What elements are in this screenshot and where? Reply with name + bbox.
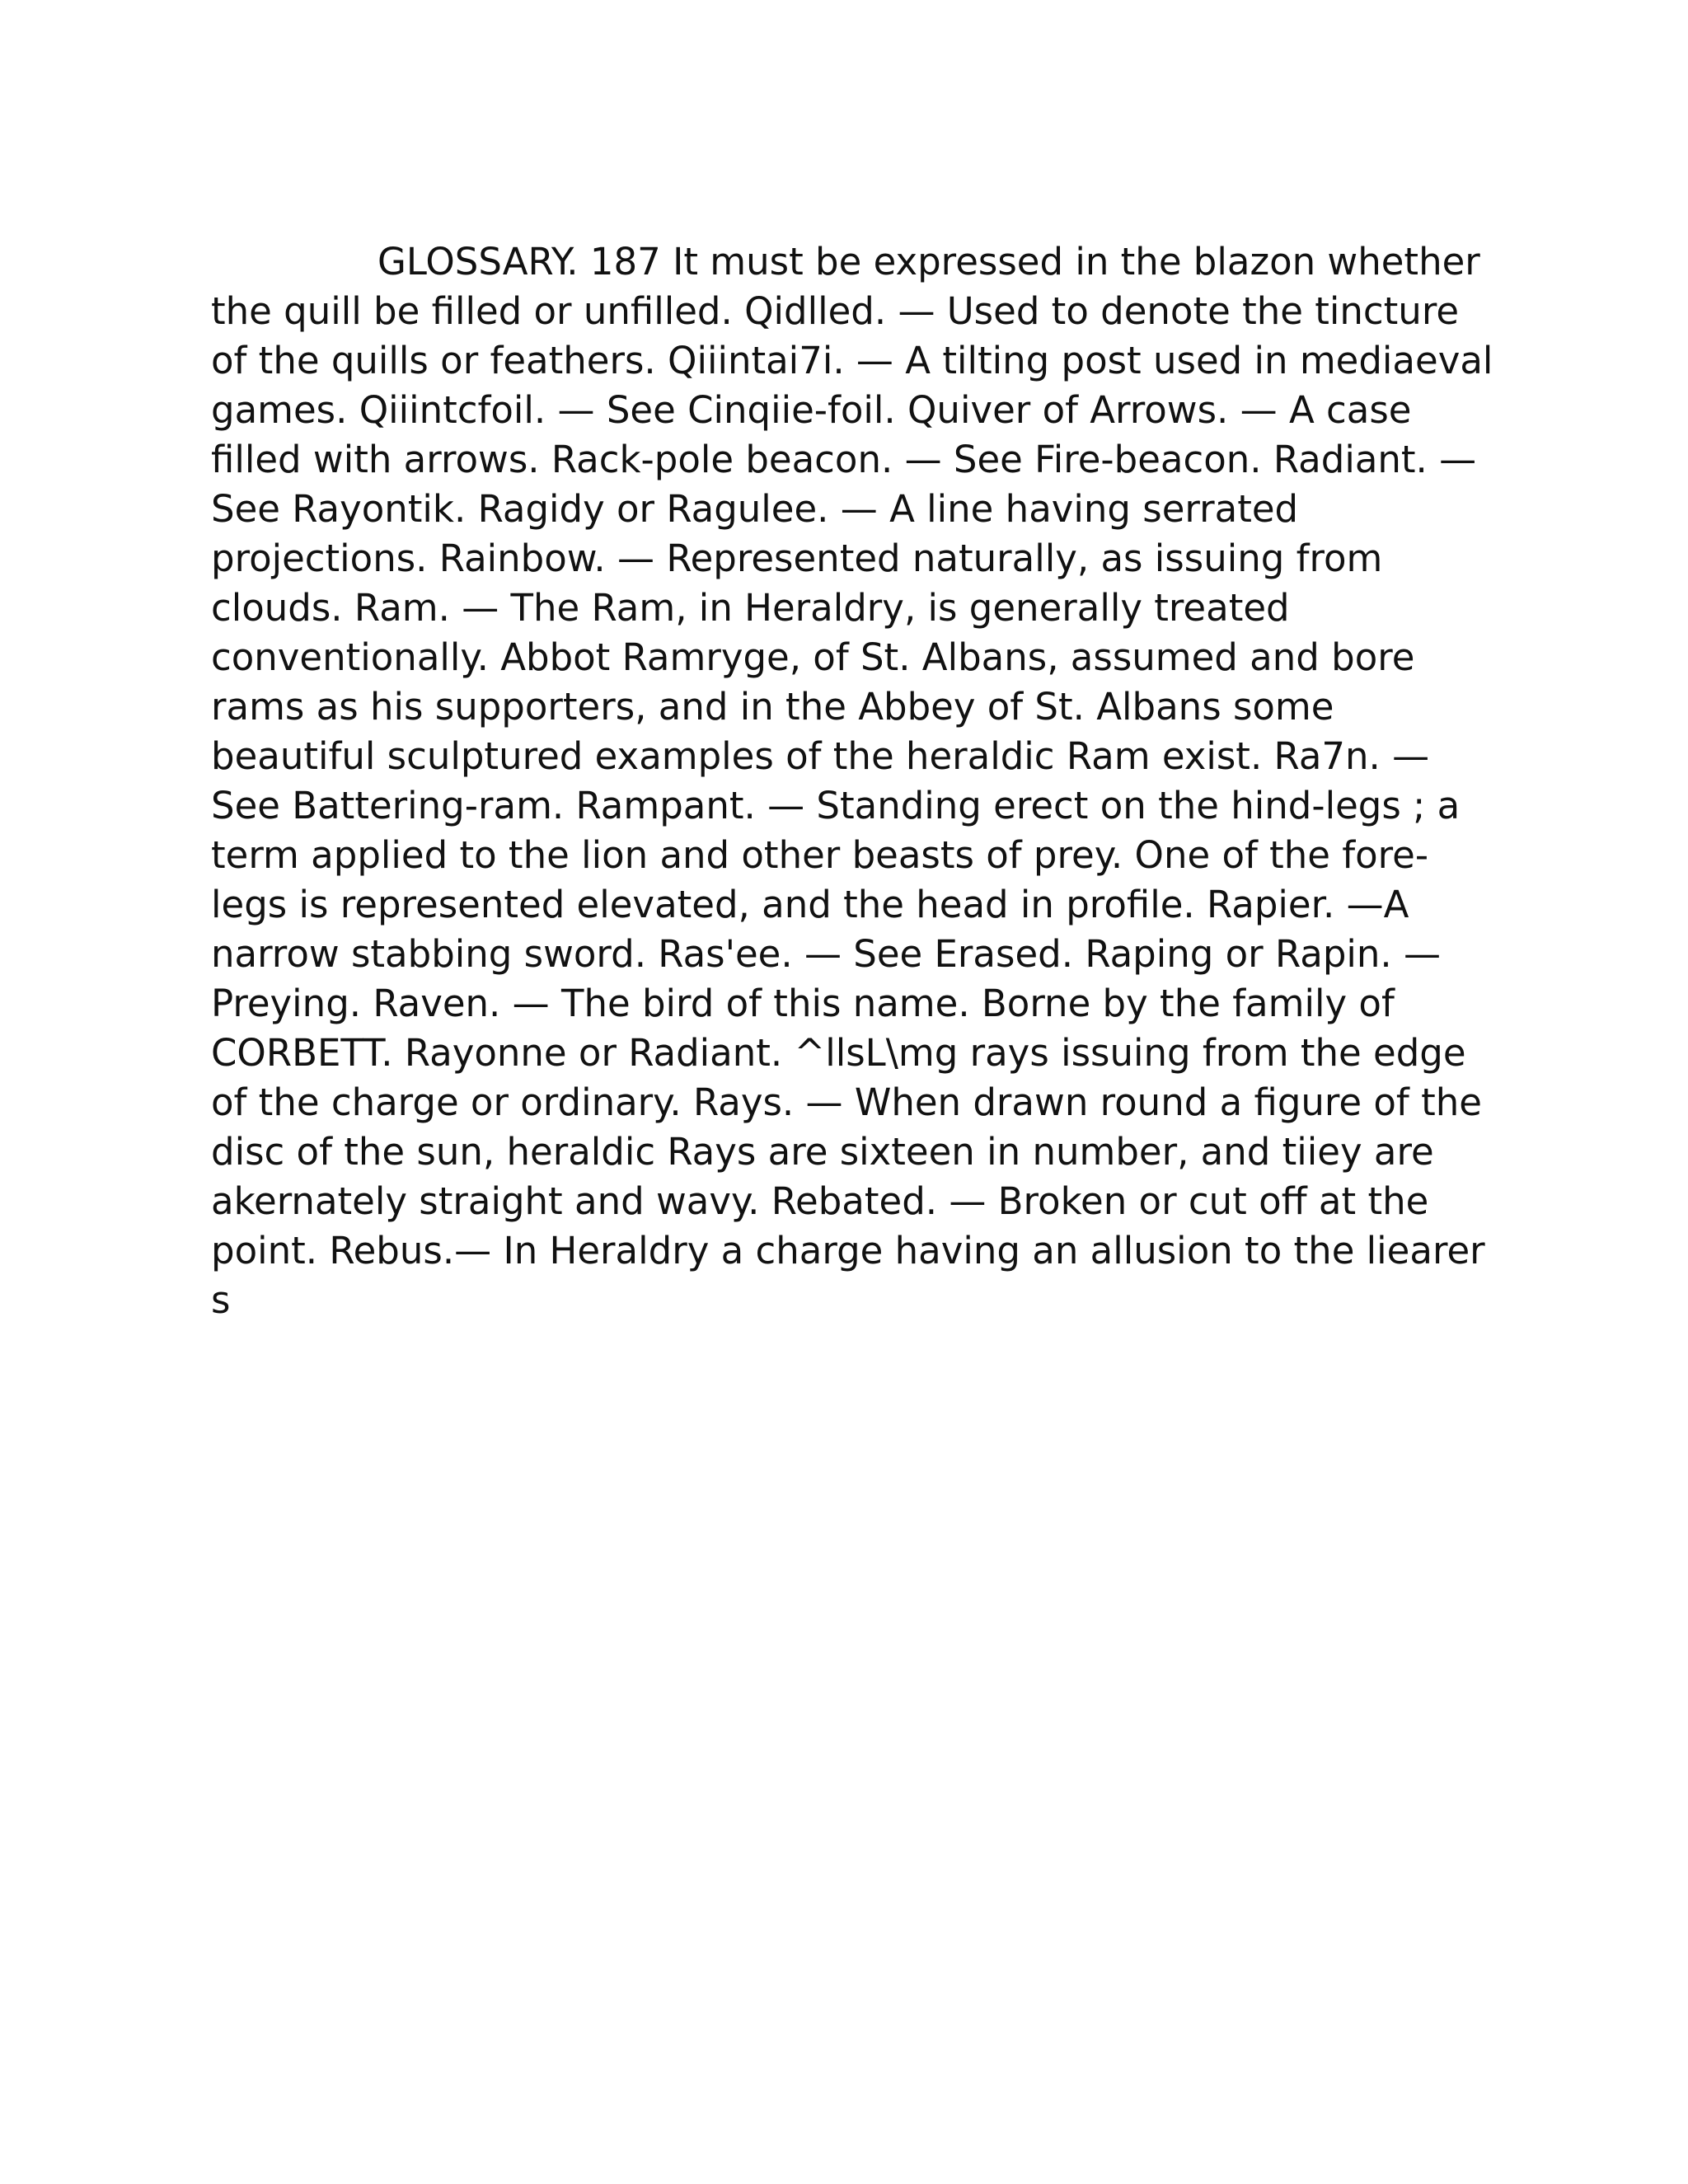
text-line: games. Qiiintcfoil. — See Cinqiie-foil. Quiver of Arrows. — A case	[211, 388, 1412, 432]
text-line: Preying. Raven. — The bird of this name. Borne by the family of	[211, 982, 1395, 1025]
text-line: CORBETT. Rayonne or Radiant. ^llsL\mg rays issuing from the edge	[211, 1031, 1466, 1075]
text-line: the quill be filled or unfilled. Qidlled. — Used to denote the tincture	[211, 289, 1460, 333]
text-line: akernately straight and wavy. Rebated. — Broken or cut off at the	[211, 1179, 1429, 1223]
text-line: beautiful sculptured examples of the heraldic Ram exist. Ra7n. —	[211, 734, 1430, 778]
glossary-text	[211, 237, 1493, 1325]
text-line: conventionally. Abbot Ramryge, of St. Albans, assumed and bore	[211, 635, 1415, 679]
text-line: See Rayontik. Ragidy or Ragulee. — A line having serrated	[211, 487, 1299, 531]
text-line: disc of the sun, heraldic Rays are sixteen in number, and tiiey are	[211, 1130, 1434, 1174]
text-line: rams as his supporters, and in the Abbey of St. Albans some	[211, 685, 1334, 729]
text-line: s	[211, 1278, 231, 1322]
text-line: clouds. Ram. — The Ram, in Heraldry, is generally treated	[211, 586, 1290, 630]
text-line: legs is represented elevated, and the head in profile. Rapier. —A	[211, 883, 1409, 926]
text-line: point. Rebus.— In Heraldry a charge having an allusion to the liearer	[211, 1229, 1485, 1272]
text-line: narrow stabbing sword. Ras'ee. — See Erased. Raping or Rapin. —	[211, 932, 1442, 976]
text-line: GLOSSARY. 187 It must be expressed in the blazon whether	[377, 240, 1480, 284]
text-line: term applied to the lion and other beasts of prey. One of the fore-	[211, 833, 1429, 877]
text-line: of the charge or ordinary. Rays. — When drawn round a figure of the	[211, 1080, 1482, 1124]
text-line: See Battering-ram. Rampant. — Standing erect on the hind-legs ; a	[211, 784, 1461, 827]
text-line: projections. Rainbow. — Represented naturally, as issuing from	[211, 537, 1383, 580]
text-line: filled with arrows. Rack-pole beacon. — See Fire-beacon. Radiant. —	[211, 438, 1477, 481]
text-line: of the quills or feathers. Qiiintai7i. — A tilting post used in mediaeval	[211, 339, 1493, 382]
